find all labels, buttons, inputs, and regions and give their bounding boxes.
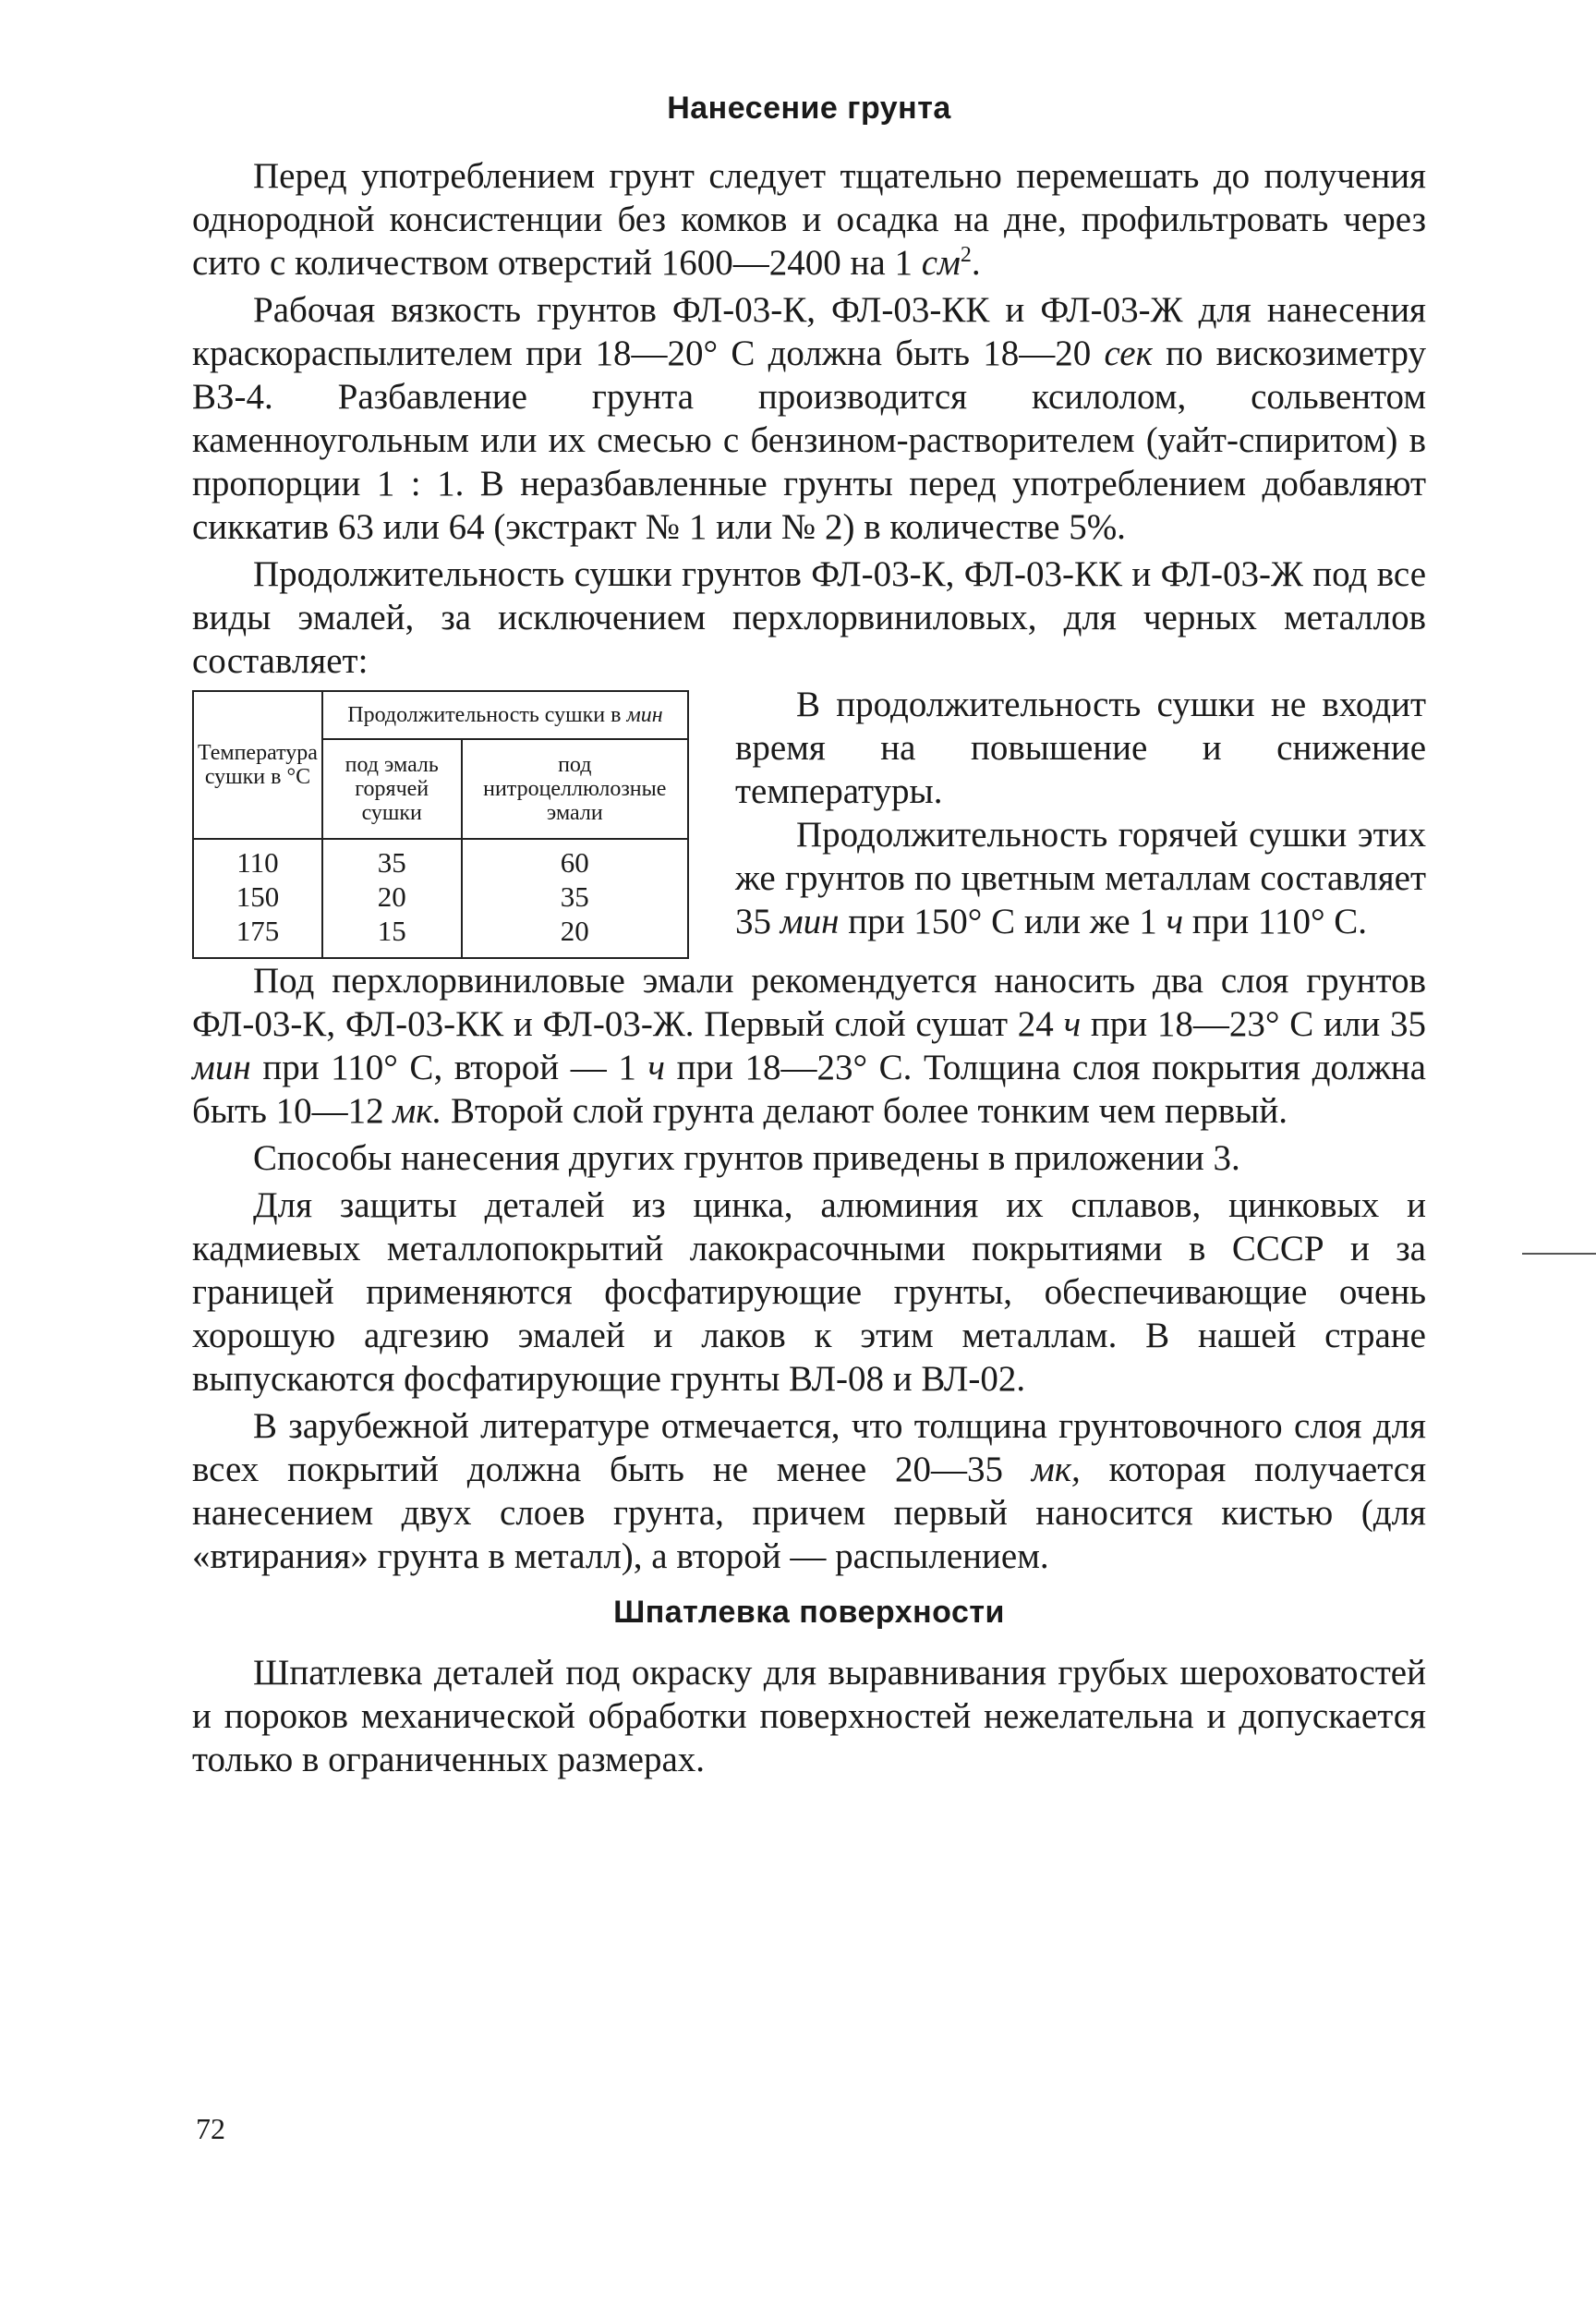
- paragraph-6: Для защиты деталей из цинка, алюминия их сплавов, цинковых и кадмиевых металлопокрытий лакокрасочными покрытиями в СССР и за границей применяются фосфатирующие грунты, обеспечивающие очень хорошую адгезию эмалей и лаков к этим металлам. В нашей стране выпускаются фосфатирующие грунты ВЛ-08 и ВЛ-02.: [192, 1185, 1426, 1399]
- text-span: при 110° С, второй — 1: [250, 1048, 648, 1087]
- unit-text: см: [921, 243, 961, 283]
- text-span: В зарубежной литературе отмечается, что толщина грунтовочного слоя для всех покрытий должна быть не менее 20—35: [192, 1406, 1426, 1489]
- text-span: Рабочая вязкость грунтов ФЛ-03-К, ФЛ-03-КК и ФЛ-03-Ж для нанесения краскораспылителем при 18—20° С должна быть 18—20: [192, 290, 1426, 373]
- text-span: при 18—23° С или 35: [1081, 1004, 1426, 1044]
- unit-text: мк.: [393, 1091, 442, 1131]
- text-span: Продолжительность сушки грунтов ФЛ-03-К, ФЛ-03-КК и ФЛ-03-Ж под все виды эмалей, за исключением перхлорвиниловых, для черных металлов составляет:: [192, 554, 1426, 681]
- header-text: под эмаль горячей сушки: [345, 753, 439, 825]
- drying-time-table: [192, 690, 689, 959]
- unit-text: мин: [192, 1048, 251, 1087]
- paragraph-3: [192, 552, 1426, 683]
- table-header-temperature: [193, 692, 322, 839]
- header-text: Температура сушки в °С: [198, 741, 318, 789]
- unit-text: ч: [1063, 1004, 1082, 1044]
- table-cell-hot-values: 35 20 15: [322, 839, 462, 957]
- paragraph-8: Шпатлевка деталей под окраску для выравнивания грубых шероховатостей и пороков механической обработки поверхностей нежелательна и допускается только в ограниченных размерах.: [192, 1653, 1426, 1779]
- paragraph-7: [192, 1404, 1426, 1578]
- table-cell-temperatures: 110 150 175: [193, 839, 322, 957]
- paragraph-4: [192, 959, 1426, 1133]
- text-span: при 150° С или же 1: [839, 902, 1167, 941]
- text-span: В продолжительность сушки не входит время на повышение и снижение температуры.: [735, 685, 1426, 811]
- paragraph-2: [192, 288, 1426, 549]
- unit-text: ч: [1166, 902, 1184, 941]
- side-text: [735, 683, 1426, 943]
- paragraph-1: [192, 154, 1426, 285]
- text-span: Перед употреблением грунт следует тщательно перемешать до получения однородной консистенции без комков и осадка на дне, профильтровать через сито с количеством отверстий 1600—2400 на 1: [192, 156, 1426, 283]
- text-span: которая получается нанесением двух слоев грунта, причем первый наносится кистью (для «втирания» грунта в металл), а второй — распылением.: [192, 1450, 1427, 1576]
- section-heading-primer: Нанесение грунта: [667, 91, 951, 126]
- side-paragraph-1: [735, 683, 1426, 813]
- text-span: Второй слой грунта делают более тонким чем первый.: [441, 1091, 1288, 1131]
- unit-text: мин: [626, 703, 663, 727]
- page-body: [192, 89, 1426, 1781]
- text-span: при 18—23° С. Толщина слоя покрытия должна быть 10—12: [192, 1048, 1426, 1131]
- table-cell-nitro-values: 60 35 20: [462, 839, 687, 957]
- text-span: Продолжительность горячей сушки этих же грунтов по цветным металлам составляет 35: [735, 815, 1426, 941]
- page-number: 72: [196, 2112, 225, 2145]
- paragraph-5: Способы нанесения других грунтов приведены в приложении 3.: [253, 1138, 1240, 1178]
- unit-text: мк,: [1031, 1450, 1081, 1489]
- unit-text: мин: [780, 902, 840, 941]
- text-span: Под перхлорвиниловые эмали рекомендуется наносить два слоя грунтов ФЛ-03-К, ФЛ-03-КК и ФЛ-03-Ж. Первый слой сушат 24: [192, 961, 1426, 1044]
- side-paragraph-2: [735, 813, 1426, 943]
- header-text: под нитроцеллюлозные эмали: [483, 753, 667, 825]
- header-text: Продолжительность сушки в: [347, 703, 622, 727]
- text-span: по вискозиметру ВЗ-4. Разбавление грунта производится ксилолом, сольвентом каменноугольным или их смесью с бензином-растворителем (уайт-спиритом) в пропорции 1 : 1. В неразбавленные грунты перед употреблением добавляют сиккатив 63 или 64 (экстракт № 1 или № 2) в количестве 5%.: [192, 334, 1426, 547]
- margin-mark: [1522, 1253, 1596, 1255]
- table-header-hot-enamel: [322, 739, 462, 839]
- table-header-group: [322, 692, 687, 739]
- table-header-nitro-enamel: [462, 739, 687, 839]
- text-span: .: [971, 243, 981, 283]
- table-with-side-text: [192, 683, 1426, 959]
- text-span: при 110° С.: [1183, 902, 1368, 941]
- unit-text: сек: [1104, 334, 1153, 373]
- superscript: 2: [960, 243, 972, 267]
- section-heading-putty: Шпатлевка поверхности: [613, 1595, 1005, 1630]
- unit-text: ч: [647, 1048, 666, 1087]
